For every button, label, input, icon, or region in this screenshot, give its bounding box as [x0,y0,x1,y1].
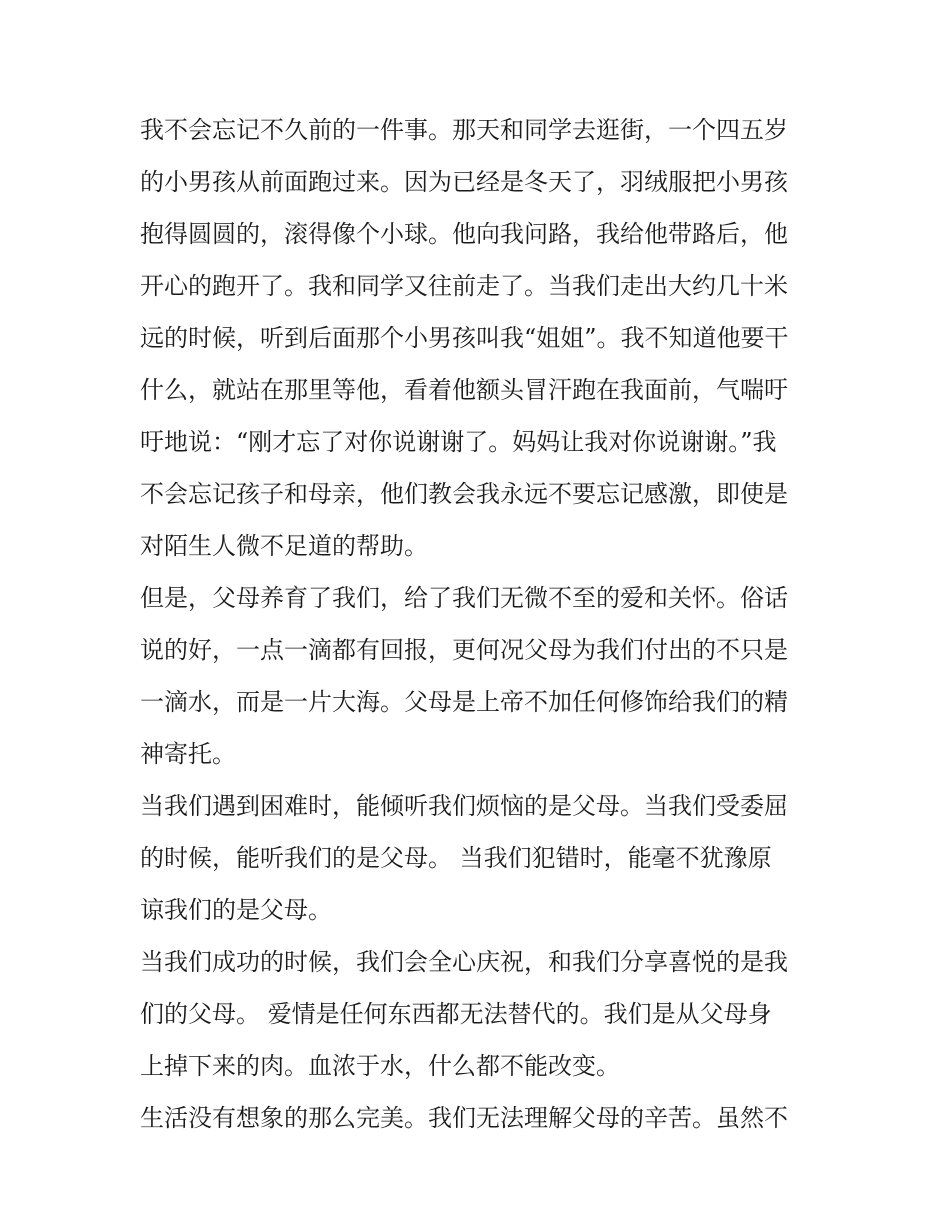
text-line: 什么，就站在那里等他，看着他额头冒汗跑在我面前，气喘吁 [140,376,788,404]
text-line: 当我们成功的时候，我们会全心庆祝，和我们分享喜悦的是我 [140,948,788,976]
text-line: 我不会忘记不久前的一件事。那天和同学去逛街，一个四五岁 [140,116,788,144]
text-line: 上掉下来的肉。血浓于水，什么都不能改变。 [140,1052,620,1080]
text-line: 一滴水，而是一片大海。父母是上帝不加任何修饰给我们的精 [140,688,788,716]
text-line: 生活没有想象的那么完美。我们无法理解父母的辛苦。虽然不 [140,1104,788,1132]
text-line: 谅我们的是父母。 [140,896,332,924]
text-line: 的小男孩从前面跑过来。因为已经是冬天了，羽绒服把小男孩 [140,168,788,196]
text-line: 远的时候，听到后面那个小男孩叫我“姐姐”。我不知道他要干 [140,324,789,352]
text-line: 开心的跑开了。我和同学又往前走了。当我们走出大约几十米 [140,272,788,300]
text-line: 对陌生人微不足道的帮助。 [140,532,428,560]
text-line: 不会忘记孩子和母亲，他们教会我永远不要忘记感激，即使是 [140,480,788,508]
text-line: 但是，父母养育了我们，给了我们无微不至的爱和关怀。俗话 [140,584,788,612]
text-line: 吁地说：“刚才忘了对你说谢谢了。妈妈让我对你说谢谢。”我 [140,428,777,456]
text-line: 们的父母。 爱情是任何东西都无法替代的。我们是从父母身 [140,1000,772,1028]
text-line: 抱得圆圆的，滚得像个小球。他向我问路，我给他带路后，他 [140,220,788,248]
text-line: 当我们遇到困难时，能倾听我们烦恼的是父母。当我们受委屈 [140,792,788,820]
text-line: 神寄托。 [140,740,236,768]
text-line: 的时候，能听我们的是父母。 当我们犯错时，能毫不犹豫原 [140,844,772,872]
document-body [140,104,812,1144]
text-line: 说的好，一点一滴都有回报，更何况父母为我们付出的不只是 [140,636,788,664]
